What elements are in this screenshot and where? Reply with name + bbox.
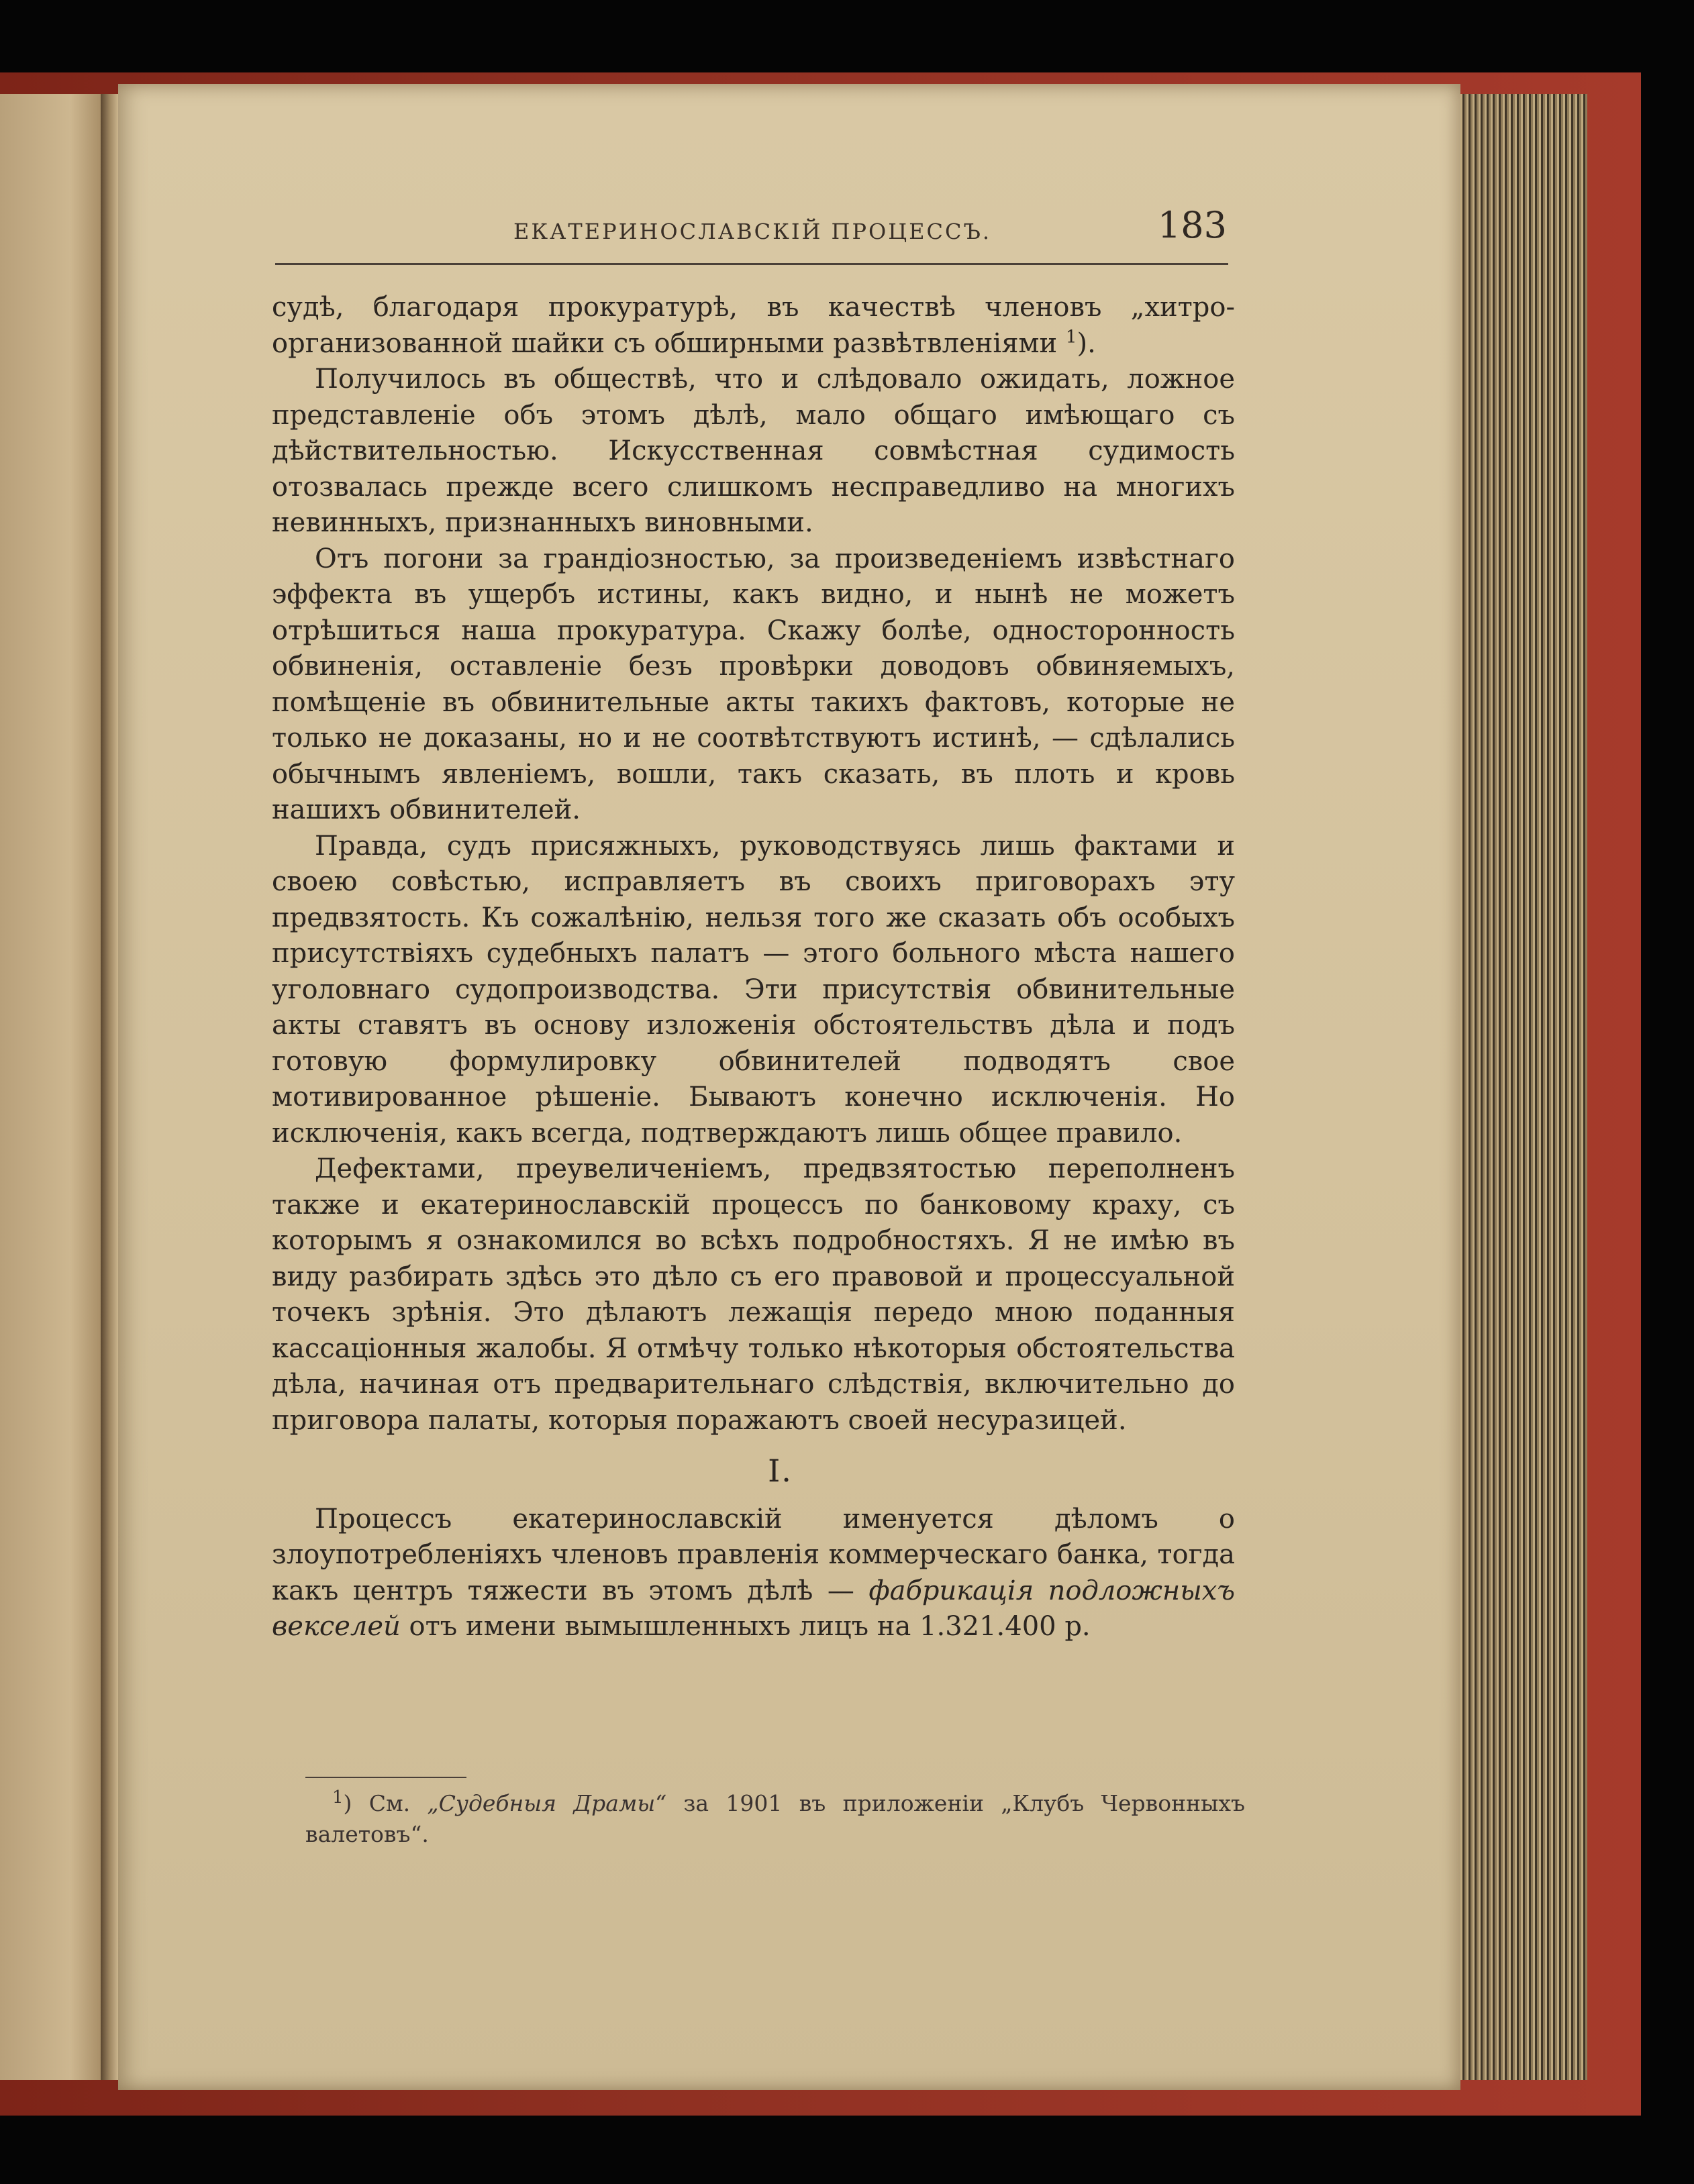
paragraph-2: Получилось въ обществѣ, что и слѣдовало ожидать, ложное представленіе объ этомъ дѣлѣ, мало общаго имѣющаго съ дѣйствительностью. Искусственная совмѣстная судимость отозвалась прежде всего слишкомъ несправедливо на многихъ невинныхъ, признанныхъ виновными.	[272, 364, 1235, 538]
header-rule	[275, 263, 1228, 265]
body-text	[272, 290, 1235, 1645]
italic-phrase: фабрикація подложныхъ векселей	[272, 1575, 1236, 1642]
footnote: $^1$) См. „Судебныя Драмы“ за 1901 въ приложеніи „Клубъ Червонныхъ валетовъ“.	[305, 1787, 1245, 1847]
paragraph-1: судѣ, благодаря прокуратурѣ, въ качествѣ членовъ „хитро-организованной шайки съ обширными развѣтвленіями $^1$).	[272, 292, 1235, 359]
paragraph-6: Процессъ екатеринославскій именуется дѣломъ о злоупотребленіяхъ членовъ правленія коммерческаго банка, тогда какъ центръ тяжести въ этомъ дѣлѣ — фабрикація подложныхъ векселей отъ имени вымышленныхъ лицъ на 1.321.400 р.	[272, 1503, 1236, 1642]
footnote-italic-title: „Судебныя Драмы“	[427, 1790, 667, 1816]
footnote-ref: 1	[1065, 327, 1077, 348]
page-edges	[1456, 94, 1587, 2080]
running-head	[275, 201, 1227, 255]
book-gutter	[101, 94, 118, 2080]
running-head-title: ЕКАТЕРИНОСЛАВСКІЙ ПРОЦЕССЪ.	[513, 219, 992, 244]
left-page-edge	[0, 94, 103, 2080]
paragraph-3: Отъ погони за грандіозностью, за произведеніемъ извѣстнаго эффекта въ ущербъ истины, какъ видно, и нынѣ не можетъ отрѣшиться наша прокуратура. Скажу болѣе, односторонность обвиненія, оставленіе безъ провѣрки доводовъ обвиняемыхъ, помѣщеніе въ обвинительные акты такихъ фактовъ, которые не только не доказаны, но и не соотвѣтствуютъ истинѣ, — сдѣлались обычнымъ явленіемъ, вошли, такъ сказать, въ плоть и кровь нашихъ обвинителей.	[272, 543, 1235, 825]
section-heading: I.	[768, 1453, 793, 1489]
footnote-mark: 1	[332, 1787, 344, 1808]
paragraph-5: Дефектами, преувеличеніемъ, предвзятостью переполненъ также и екатеринославскій процессъ по банковому краху, съ которымъ я ознакомился во всѣхъ подробностяхъ. Я не имѣю въ виду разбирать здѣсь это дѣло съ его правовой и процессуальной точекъ зрѣнія. Это дѣлаютъ лежащія передо мною поданныя кассаціонныя жалобы. Я отмѣчу только нѣкоторыя обстоятельства дѣла, начиная отъ предварительнаго слѣдствія, включительно до приговора палаты, которыя поражаютъ своей несуразицей.	[272, 1153, 1235, 1436]
footnote-rule	[305, 1777, 466, 1778]
paragraph-4: Правда, судъ присяжныхъ, руководствуясь лишь фактами и своею совѣстью, исправляетъ въ своихъ приговорахъ эту предвзятость. Къ сожалѣнію, нельзя того же сказать объ особыхъ присутствіяхъ судебныхъ палатъ — этого больного мѣста нашего уголовнаго судопроизводства. Эти присутствія обвинительные акты ставятъ въ основу изложенія обстоятельствъ дѣла и подъ готовую формулировку обвинителей подводятъ свое мотивированное рѣшеніе. Бываютъ конечно исключенія. Но исключенія, какъ всегда, подтверждаютъ лишь общее правило.	[272, 830, 1235, 1149]
page-number: 183	[1157, 204, 1227, 246]
